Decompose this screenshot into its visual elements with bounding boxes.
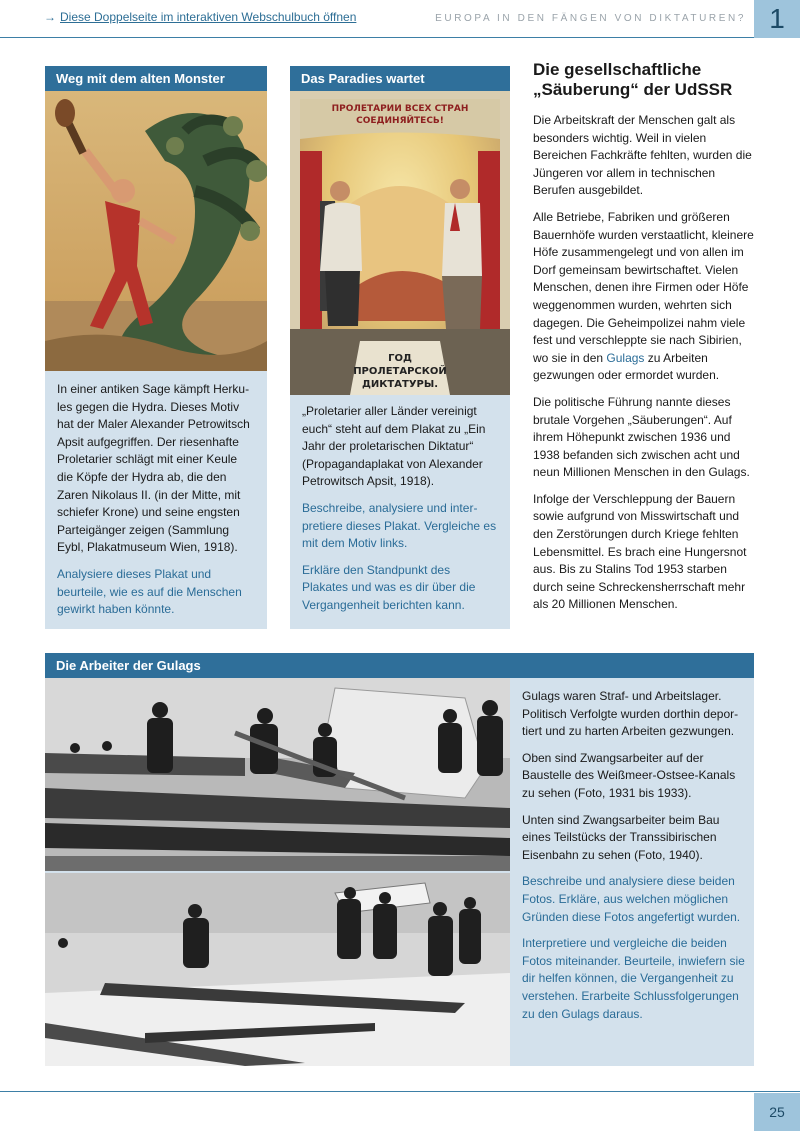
footer-bar	[0, 1091, 800, 1131]
poster-box-paradise-caption: „Proletarier aller Länder vereinigt euch“ steht auf dem Plakat zu „Ein Jahr der proletarischen Diktatur“ (Propagandaplakat von Alexander Petrowitsch Apsit, 1918).	[302, 404, 486, 489]
gulag-railway-photo	[45, 873, 510, 1066]
hydra-poster-image	[45, 91, 267, 371]
poster-box-monster	[45, 66, 267, 629]
main-paragraph-2	[533, 209, 755, 385]
section-title	[533, 60, 755, 100]
webschulbuch-link[interactable]	[44, 10, 356, 24]
header-bar	[0, 0, 800, 38]
poster-box-paradise	[290, 66, 510, 629]
poster-bottom-line2: ПРОЛЕТАРСКОЙ	[353, 366, 447, 377]
poster-box-monster-task: Analysiere dieses Plakat und beurteile, wie es auf die Menschen gewirkt haben könnte.	[57, 566, 242, 617]
poster-box-monster-caption: In einer antiken Sage kämpft Herkules gegen die Hydra. Dieses Motiv hat der Maler Alexander Petrowitsch Apsit aufgegriffen. Der riesenhafte Proletarier schlägt mit einer Keule die Köpfe der Hydra ab, die den Zaren Nikolaus II. (in der Mitte, mit schiefer Krone) und seine engsten Parteigänger zeigen (Sammlung Eybl, Plakatmuseum Wien, 1918).	[57, 382, 250, 555]
glossary-term-gulags[interactable]: Gulags	[606, 350, 645, 365]
main-paragraph-3: Die politische Führung nannte dieses brutale Vorgehen „Säuberungen“. Auf ihrem Höhepunkt zwischen 1936 und 1938 befanden sich zwischen acht und neun Millionen Menschen in den Gulags.	[533, 394, 750, 480]
poster-slogan-top: ПРОЛЕТАРИИ ВСЕХ СТРАН	[331, 104, 469, 114]
main-paragraph-1: Die Arbeitskraft der Menschen galt als besonders wichtig. Weil in vielen Bereichen Fachkräfte fehlten, wurden die Jüngeren vor allem in technischen Berufen ausgebildet.	[533, 113, 752, 198]
gulag-task-1: Beschreibe und analysiere diese beiden Fotos. Erkläre, aus welchen möglichen Gründen diese Fotos angefertigt wurden.	[522, 874, 741, 924]
main-text-column	[533, 60, 755, 623]
chapter-title: EUROPA IN DEN FÄNGEN VON DIKTATUREN?	[435, 13, 746, 24]
gulag-paragraph-3: Unten sind Zwangsarbeiter beim Bau eines Teilstücks der Transsibirischen Eisenbahn zu sehen (Foto, 1940).	[522, 812, 720, 862]
poster-box-paradise-task-1: Beschreibe, analysiere und interpretiere dieses Plakat. Vergleiche es mit dem Motiv links.	[302, 500, 497, 551]
arrow-right-icon: →	[44, 10, 56, 24]
gulag-caption-column	[522, 688, 748, 1032]
gulag-task-2: Interpretiere und vergleiche die beiden Fotos miteinander. Beurteile, inwiefern sie dir helfen können, die Vergangenheit zu verstehen. Erarbeite Schlussfolgerungen zu den Gulags daraus.	[522, 936, 745, 1021]
gulag-paragraph-2: Oben sind Zwangsarbeiter auf der Baustelle des Weißmeer-Ostsee-Kanals zu sehen (Foto, 1931 bis 1933).	[522, 750, 736, 800]
poster-bottom-line3: ДИКТАТУРЫ.	[361, 379, 439, 390]
section-title-line2: „Säuberung“ der UdSSR	[533, 80, 733, 99]
chapter-number: 1	[754, 0, 800, 38]
poster-bottom-line1: ГОД	[388, 353, 412, 364]
gulag-canal-photo	[45, 678, 510, 871]
page-number: 25	[754, 1093, 800, 1131]
poster-slogan-top-2: СОЕДИНЯЙТЕСЬ!	[356, 116, 444, 126]
gulag-box-title: Die Arbeiter der Gulags	[45, 653, 754, 678]
main-paragraph-2-end: zu Arbeiten gezwungen oder ermordet wurden.	[533, 350, 720, 383]
poster-box-paradise-title: Das Paradies wartet	[290, 66, 510, 91]
proletarian-poster-image	[290, 91, 510, 395]
webschulbuch-link-text[interactable]: Diese Doppelseite im interaktiven Webschulbuch öffnen	[60, 10, 357, 24]
poster-box-paradise-task-2: Erkläre den Standpunkt des Plakates und was es dir über die Vergangenheit berichten kann.	[302, 562, 476, 612]
gulag-paragraph-1: Gulags waren Straf- und Arbeitslager. Politisch Verfolgte wurden dorthin deportiert und zu harten Arbeiten gezwungen.	[522, 689, 739, 739]
main-paragraph-2-start: Alle Betriebe, Fabriken und größeren Bauernhöfe wurden verstaatlicht, kleinere Höfe zusammengelegt und von allen im Dorf gemeinsam bewirtschaftet. Vielen Menschen, denen ihre Firmen oder Höfe weggenommen wurden, wehrten sich dagegen. Die Geheimpolizei nahm viele fest und verschleppte sie nach Sibirien, wo sie in den	[533, 209, 754, 365]
main-paragraph-4: Infolge der Verschleppung der Bauern sowie aufgrund von Misswirtschaft und den Zerstörungen durch Kriege fehlten Lebensmittel. Es brach eine Hungersnot aus. Bis zu Stalins Tod 1953 starben durch seine Schreckensherrschaft mehr als 20 Millionen Menschen.	[533, 491, 747, 612]
section-title-line1: Die gesellschaftliche	[533, 60, 702, 79]
poster-box-monster-title: Weg mit dem alten Monster	[45, 66, 267, 91]
